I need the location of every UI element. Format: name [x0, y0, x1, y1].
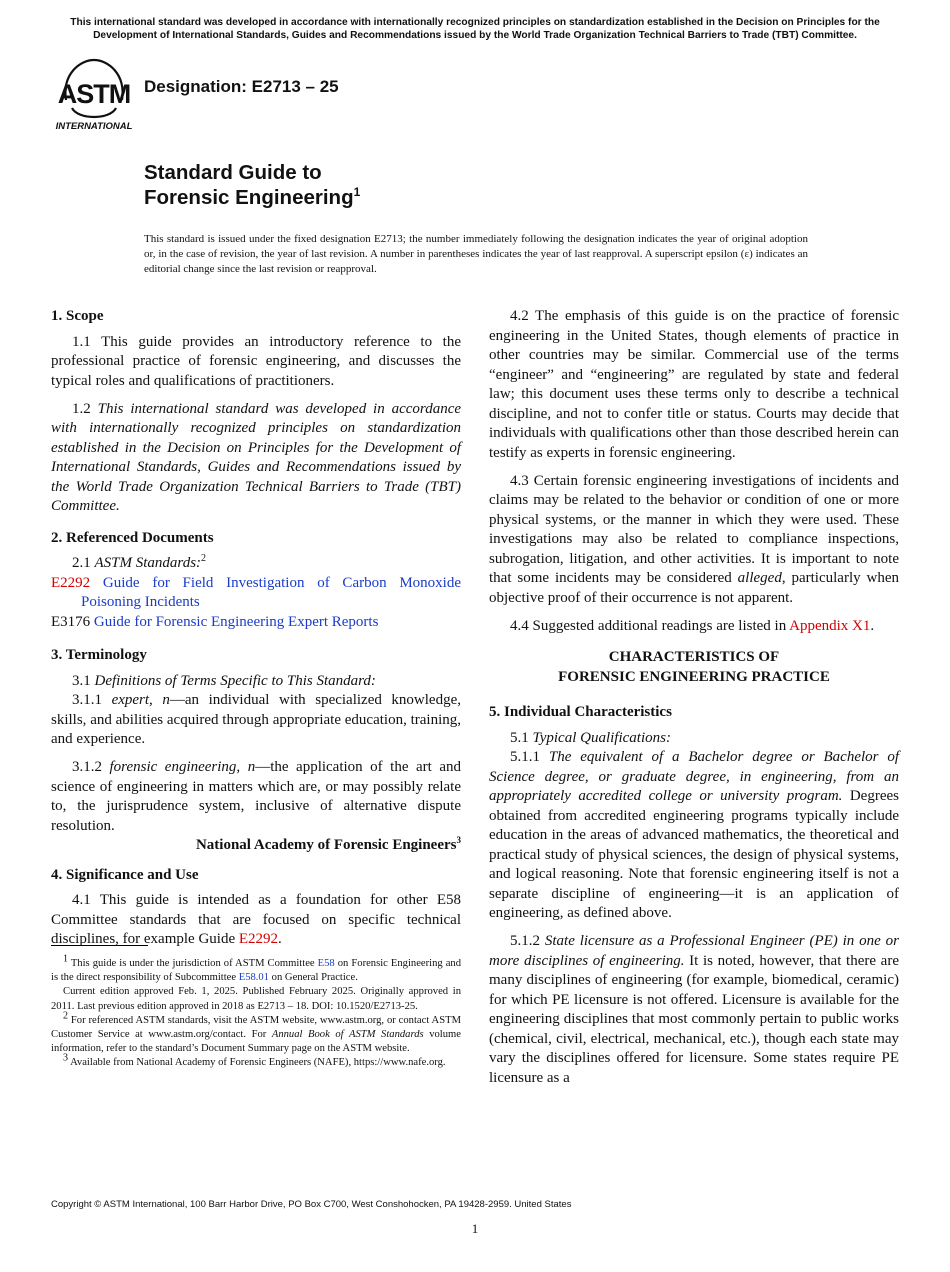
para-4-1: [51, 891, 461, 950]
para-5-1-2: [489, 932, 899, 1088]
section-4-heading: 4. Significance and Use: [51, 866, 199, 883]
copyright: Copyright © ASTM International, 100 Barr Harbor Drive, PO Box C700, West Conshohocken, PA 19428-2959. United States: [51, 1199, 572, 1210]
tbt-notice: This international standard was developed in accordance with internationally recognized principles on standardization established in the Decision on Principles for the Development of International Standards, Guides and Recommendations issued by the World Trade Organization Technical Barriers to Trade (TBT) Committee.: [70, 17, 880, 41]
para-4-1-text: 4.1 This guide is intended as a foundation for other E58 Committee standards that are focused on specific technical disciplines, for example Guide: [51, 892, 461, 947]
issued-note: This standard is issued under the fixed designation E2713; the number immediately following the designation indicates the year of original adoption or, in the case of revision, the year of last revision. A number in parentheses indicates the year of last reapproval. A superscript epsilon (ε) indicates an editorial change since the last revision or reapproval.: [144, 233, 808, 275]
characteristics-heading-line-2: FORENSIC ENGINEERING PRACTICE: [558, 668, 830, 685]
term-expert: expert, n: [111, 692, 170, 708]
footnote-1-mark: 1: [63, 953, 68, 965]
para-4-4-end: .: [870, 617, 875, 634]
definition-source-text: National Academy of Forensic Engineers: [195, 837, 457, 853]
para-3-1-text: Definitions of Terms Specific to This Standard:: [94, 672, 376, 689]
para-3-1-1-num: 3.1.1: [72, 692, 112, 708]
ref-e2292-title-link[interactable]: Guide for Field Investigation of Carbon Monoxide Poisoning Incidents: [81, 574, 461, 610]
para-4-3-italic: alleged: [737, 570, 782, 586]
para-1-1: 1.1 This guide provides an introductory reference to the professional practice of forensic engineering, and discusses the typical roles and qualifications of practitioners.: [51, 333, 461, 389]
para-3-1: [51, 672, 461, 692]
para-2-1-num: 2.1: [72, 555, 95, 571]
para-2-1: [51, 554, 461, 574]
footnote-2-italic: Annual Book of ASTM Standards: [271, 1029, 424, 1041]
footnote-2-text-a: For referenced ASTM standards, visit the ASTM website, www.astm.org, or contact ASTM Customer Service at www.astm.org/contact. For: [51, 1014, 461, 1041]
footnote-2-label: 2: [63, 1010, 68, 1022]
footnotes: [51, 953, 461, 1071]
para-5-1-1-num: 5.1.1: [510, 749, 549, 765]
para-5-1-1-italic: The equivalent of a Bachelor degree or Bachelor of Science degree, or graduate degree, in engineering, from an appropriately accredited college or university program.: [489, 749, 900, 804]
title-footnote-mark: 1: [353, 185, 361, 200]
astm-logo: [52, 56, 136, 132]
para-2-1-text: ASTM Standards:: [94, 555, 202, 571]
para-4-3-text-b: , particularly when objective proof of their occurrence is not apparent.: [489, 570, 899, 606]
footnote-2-mark: 2: [201, 553, 207, 564]
subcommittee-e58-01-link[interactable]: E58.01: [238, 972, 270, 984]
definition-expert: —an individual with specialized knowledge, skills, and abilities acquired through appropriate education, training, and experience.: [51, 692, 461, 747]
para-5-1-1: [489, 748, 899, 924]
para-3-1-2: [51, 758, 461, 836]
characteristics-heading: [489, 648, 899, 687]
para-4-4: [489, 617, 899, 637]
logo-subtext: INTERNATIONAL: [55, 121, 133, 132]
para-4-1-end: .: [278, 931, 282, 947]
para-5-1-2-num: 5.1.2: [510, 933, 545, 949]
para-3-1-1: [51, 691, 461, 750]
reference-e2292: [51, 574, 461, 613]
section-3-heading: 3. Terminology: [51, 647, 147, 663]
para-4-4-text: 4.4 Suggested additional readings are listed in: [510, 617, 790, 634]
para-5-1-num: 5.1: [510, 729, 533, 746]
title-line-2: [144, 185, 360, 210]
appendix-x1-link[interactable]: Appendix X1: [789, 617, 871, 634]
title-line-2-text: Forensic Engineering: [144, 186, 354, 209]
footnote-1-text-a: This guide is under the jurisdiction of ASTM Committee: [68, 958, 318, 969]
document-title: [144, 160, 360, 210]
designation: Designation: E2713 – 25: [144, 77, 339, 96]
page-number: 1: [471, 1221, 479, 1236]
para-4-2: 4.2 The emphasis of this guide is on the practice of forensic engineering in the United States, though elements of practice in other countries may be similar. Commercial use of the terms “engineer” and “engineering” are regulated by state and federal law; this document uses these terms only to describe a technical discipline, and not to confer title or status. Courts may decide that individuals with qualifications other than those described herein can testify as experts in forensic engineering.: [489, 308, 899, 461]
ref-e3176-code: E3176: [51, 613, 91, 630]
logo-text: ASTM: [57, 79, 131, 109]
para-5-1-text: Typical Qualifications:: [532, 729, 671, 746]
ref-e3176-title-link[interactable]: Guide for Forensic Engineering Expert Reports: [93, 613, 379, 630]
right-column: [489, 307, 899, 1097]
footnote-1-text-b: on Forensic Engineering and is the direct responsibility of Subcommittee: [51, 958, 461, 984]
footnote-3-text: Available from National Academy of Forensic Engineers (NAFE), https://www.nafe.org.: [68, 1057, 446, 1069]
guide-e2292-link[interactable]: E2292: [238, 931, 279, 947]
term-forensic-engineering: forensic engineering, n: [109, 759, 256, 775]
para-3-1-num: 3.1: [72, 672, 95, 689]
para-5-1-1-text: Degrees obtained from accredited engineering programs typically include education in the areas of advanced mathematics, the theoretical and practical study of physical sciences, the design of physical systems, and logical reasoning. Note that forensic engineering itself is not a separate discipline of engineering—it is an application of engineering, as defined above.: [489, 788, 899, 921]
footnote-2: [51, 1010, 461, 1057]
definition-forensic-engineering: —the application of the art and science of engineering in matters which are, or may possibly relate to, the jurisprudence system, inclusive of alternative dispute resolution.: [51, 759, 461, 834]
footnote-2-text-b: volume information, refer to the standard’s Document Summary page on the ASTM website.: [51, 1029, 461, 1055]
reference-e3176: [51, 613, 461, 633]
footnote-1-edition: Current edition approved Feb. 1, 2025. Published February 2025. Originally approved in 2011. Last previous edition approved in 2018 as E2713 – 18. DOI: 10.1520/E2713-25.: [51, 986, 461, 1012]
para-1-2-num: 1.2: [72, 400, 98, 417]
title-line-1: Standard Guide to: [144, 161, 322, 184]
footnote-rule: [51, 945, 148, 946]
para-5-1-2-text: It is noted, however, that there are many disciplines of engineering (for example, biomedical, ceramic) for which PE licensure is not offered. Licensure is available for the engineering disciplines that most commonly pertain to public works (chemical, civil, electrical, mechanical, etc.), though each state may vary the disciplines offered for licensure. Some states require PE licensure as a: [489, 952, 899, 1086]
para-1-2: [51, 400, 461, 517]
left-column: [51, 307, 461, 958]
section-5-heading: 5. Individual Characteristics: [489, 704, 672, 720]
definition-source: [51, 836, 461, 856]
footnote-1-text-c: on General Practice.: [269, 972, 358, 984]
committee-e58-link[interactable]: E58: [317, 958, 335, 969]
para-5-1: [489, 729, 899, 749]
footnote-3: [51, 1052, 461, 1070]
ref-e2292-link[interactable]: E2292: [51, 574, 91, 591]
characteristics-heading-line-1: CHARACTERISTICS OF: [608, 649, 780, 665]
para-3-1-2-num: 3.1.2: [72, 759, 110, 775]
para-4-3: [489, 472, 899, 609]
para-1-2-text: This international standard was developed in accordance with internationally recognized principles on standardization established in the Decision on Principles for the Development of International Standards, Guides and Recommendations issued by the World Trade Organization Technical Barriers to Trade (TBT) Committee.: [51, 400, 462, 514]
footnote-1: [51, 953, 461, 985]
footnote-3-mark: 3: [456, 835, 461, 845]
footnote-3-label: 3: [63, 1052, 68, 1064]
section-2-heading: 2. Referenced Documents: [51, 529, 214, 546]
para-5-1-2-italic: State licensure as a Professional Engineer (PE) in one or more disciplines of engineering.: [489, 933, 900, 969]
section-1-heading: 1. Scope: [51, 308, 104, 324]
para-4-3-text-a: 4.3 Certain forensic engineering investigations of incidents and claims may be related to the behavior or condition of one or more physical systems, or the manner in which they were used. These investigations may also be related to compliance inspections, subrogation, litigation, and other activities. It is important to note that some incidents may be considered: [489, 472, 899, 586]
